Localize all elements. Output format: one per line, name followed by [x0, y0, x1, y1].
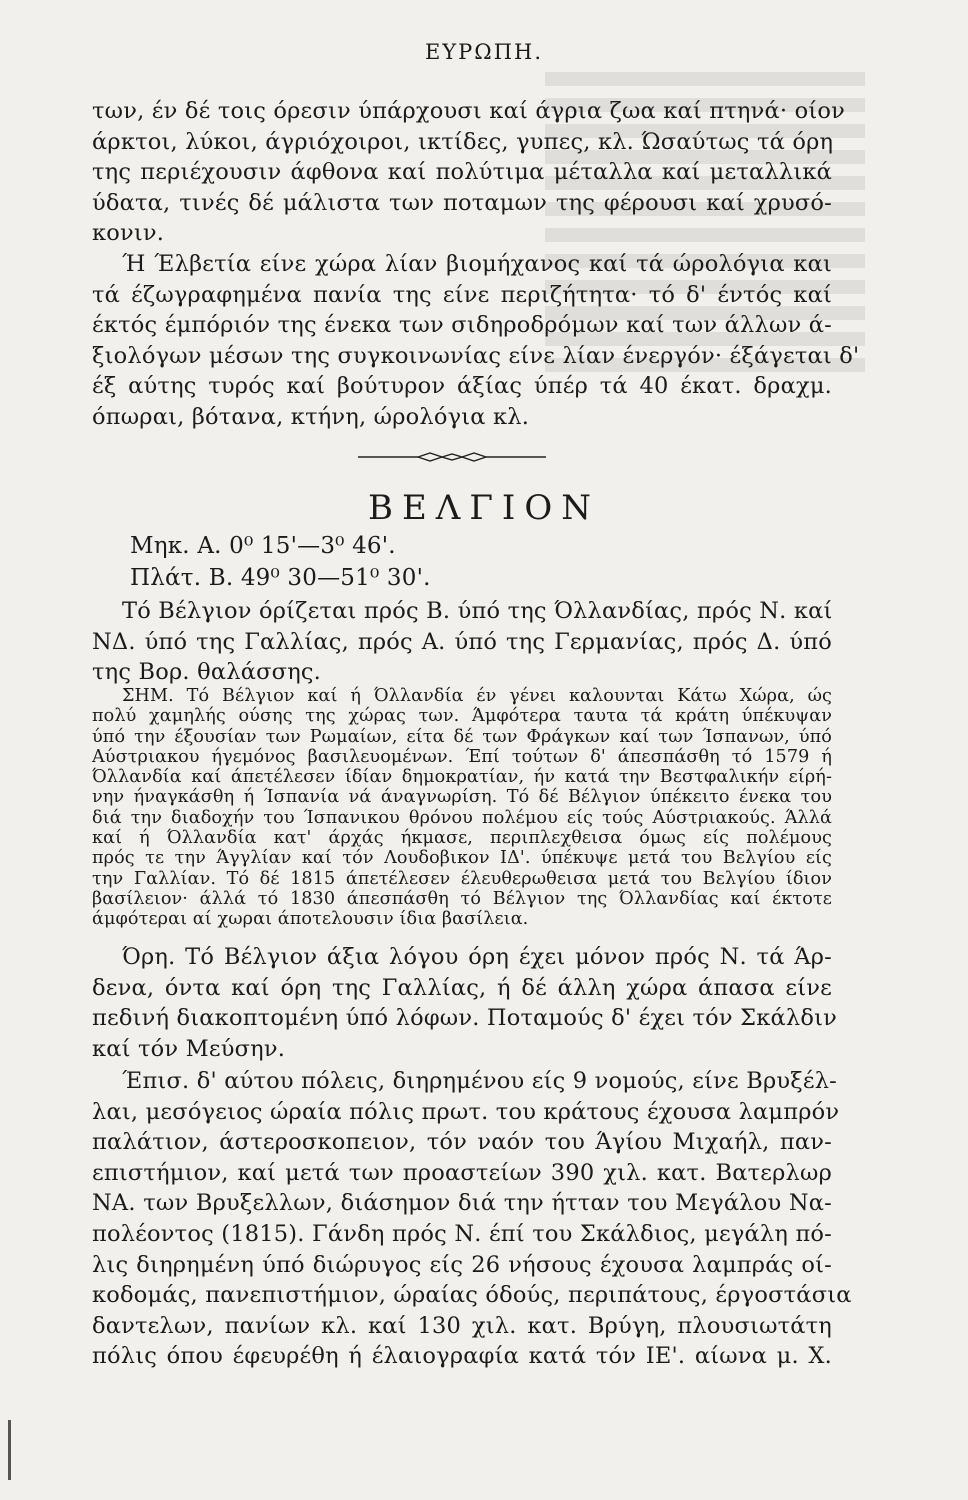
- binding-edge-mark: [8, 1420, 11, 1480]
- text-line: πεδινή διακοπτομένη ύπό λόφων. Ποταμούς δ' έχει τόν Σκάλδιν: [92, 1005, 838, 1032]
- latitude: Πλάτ. Β. 49⁰ 30—51⁰ 30'.: [130, 565, 431, 591]
- text-line: επιστήμιον, καί μετά των προαστείων 390 χιλ. κατ. Βατερλωρ: [92, 1159, 832, 1186]
- text-line: έξ αύτης τυρός καί βούτυρον άξίας ύπέρ τά 40 έκατ. δραχμ.: [92, 373, 832, 400]
- note-line: Αύστριακου ήγεμόνος βασιλευομένων. Έπί τούτων δ' άπεσπάσθη τό 1579 ή: [92, 746, 832, 767]
- note-line: νην ήναγκάσθη ή Ίσπανία νά άναγνωρίση. Τό δέ Βέλγιον ύπέκειτο ένεκα του: [92, 787, 832, 808]
- text-line: πολέοντος (1815). Γάνδη πρός Ν. έπί του Σκάλδιος, μεγάλη πό-: [92, 1220, 832, 1247]
- text-line: Έπισ. δ' αύτου πόλεις, διηρημένου είς 9 νομούς, είνε Βρυξέλ-: [122, 1068, 837, 1094]
- text-line: ξιολόγων μέσων της συγκοινωνίας είνε λίαν ένεργόν· έξάγεται δ': [92, 342, 860, 369]
- historical-note: [92, 686, 832, 930]
- text-line: της περιέχουσιν άφθονα καί πολύτιμα μέταλλα καί μεταλλικά: [92, 159, 832, 186]
- text-line: έκτός έμπόριόν της ένεκα των σιδηροδρόμων καί των άλλων ά-: [92, 312, 832, 339]
- note-line: καί ή Όλλανδία κατ' άρχάς ήκμασε, περιπλεχθεισα όμως είς πολέμους: [92, 828, 832, 849]
- text-line: όπωραι, βότανα, κτήνη, ώρολόγια κλ.: [92, 403, 530, 430]
- switzerland-paragraphs: [92, 96, 860, 433]
- note-line: άμφότεραι αί χωραι άποτελουσιν ίδια βασίλεια.: [92, 909, 529, 930]
- text-line: καί τόν Μεύσην.: [92, 1035, 286, 1062]
- section-title: ΒΕΛΓΙΟΝ: [367, 488, 600, 528]
- text-line: ύδατα, τινές δέ μάλιστα των ποταμων της φέρουσι καί χρυσό-: [92, 189, 832, 216]
- note-line: διά την διαδοχήν του Ίσπανικου θρόνου πολέμου είς τούς Αύστριακούς. Άλλά: [92, 807, 832, 828]
- note-line: πολύ χαμηλής ούσης της χώρας των. Άμφότερα ταυτα τά κράτη ύπέκυψαν: [92, 706, 832, 727]
- text-line: Όρη. Τό Βέλγιον άξια λόγου όρη έχει μόνον πρός Ν. τά Άρ-: [122, 944, 832, 970]
- text-line: Τό Βέλγιον όρίζεται πρός Β. ύπό της Όλλανδίας, πρός Ν. καί: [122, 598, 833, 624]
- text-line: πόλις όπου έφευρέθη ή έλαιογραφία κατά τόν ΙΕ'. αίωνα μ. Χ.: [92, 1343, 832, 1370]
- longitude: Μηκ. Α. 0⁰ 15'—3⁰ 46'.: [130, 533, 396, 559]
- text-line: τά έζωγραφημένα πανία της είνε περιζήτητα· τό δ' έντός καί: [92, 281, 832, 308]
- running-title: ΕΥΡΩΠΗ.: [424, 40, 544, 64]
- note-line: πρός τε την Άγγλίαν καί τόν Λουδοβικον ΙΔ'. ύπέκυψε μετά του Βελγίου είς: [92, 848, 832, 869]
- text-line: κονιν.: [92, 220, 165, 247]
- note-line: ύπό την έξουσίαν των Ρωμαίων, είτα δέ των Φράγκων καί των Ίσπανων, ύπό: [92, 726, 832, 747]
- text-line: λαι, μεσόγειος ώραία πόλις πρωτ. του κράτους έχουσα λαμπρόν: [92, 1098, 840, 1125]
- text-line: παλάτιον, άστεροσκοπειον, τόν ναόν του Άγίου Μιχαήλ, παν-: [92, 1129, 832, 1156]
- borders-paragraph: [92, 596, 832, 688]
- text-line: ΝΑ. των Βρυξελλων, διάσημον διά την ήτταν του Μεγάλου Να-: [92, 1190, 832, 1217]
- text-line: της Βορ. θαλάσσης.: [92, 659, 322, 686]
- note-line: την Γαλλίαν. Τό δέ 1815 άπετέλεσεν έλευθερωθεισα μετά του Βελγίου ίδιον: [92, 868, 832, 889]
- note-line: Όλλανδία καί άπετέλεσεν ίδίαν δημοκρατίαν, ήν κατά την Βεστφαλικήν είρή-: [92, 767, 832, 788]
- text-line: δενα, όντα καί όρη της Γαλλίας, ή δέ άλλη χώρα άπασα είνε: [92, 974, 832, 1001]
- text-line: κοδομάς, πανεπιστήμιον, ώραίας όδούς, περιπάτους, έργοστάσια: [92, 1282, 852, 1309]
- cities-paragraph: [92, 1066, 852, 1372]
- coordinates: [130, 530, 730, 594]
- text-line: άρκτοι, λύκοι, άγριόχοιροι, ικτίδες, γυπες, κλ. Ώσαύτως τά όρη: [92, 128, 834, 155]
- text-line: των, έν δέ τοις όρεσιν ύπάρχουσι καί άγρια ζωα καί πτηνά· οίον: [92, 98, 845, 124]
- text-line: Ή Έλβετία είνε χώρα λίαν βιομήχανος καί τά ώρολόγια και: [122, 250, 832, 277]
- text-line: ΝΔ. ύπό της Γαλλίας, πρός Α. ύπό της Γερμανίας, πρός Δ. ύπό: [92, 628, 832, 655]
- text-line: δαντελων, πανίων κλ. καί 130 χιλ. κατ. Βρύγη, πλουσιωτάτη: [92, 1312, 832, 1339]
- section-divider-ornament: [358, 452, 546, 462]
- text-line: λις διηρημένη ύπό διώρυγος είς 26 νήσους έχουσα λαμπράς οί-: [92, 1251, 832, 1278]
- note-line: βασίλειον· άλλά τό 1830 άπεσπάσθη τό Βέλγιον της Όλλανδίας καί έκτοτε: [92, 888, 832, 909]
- note-line: ΣΗΜ. Τό Βέλγιον καί ή Όλλανδία έν γένει καλουνται Κάτω Χώρα, ώς: [122, 686, 832, 706]
- mountains-paragraph: [92, 942, 838, 1064]
